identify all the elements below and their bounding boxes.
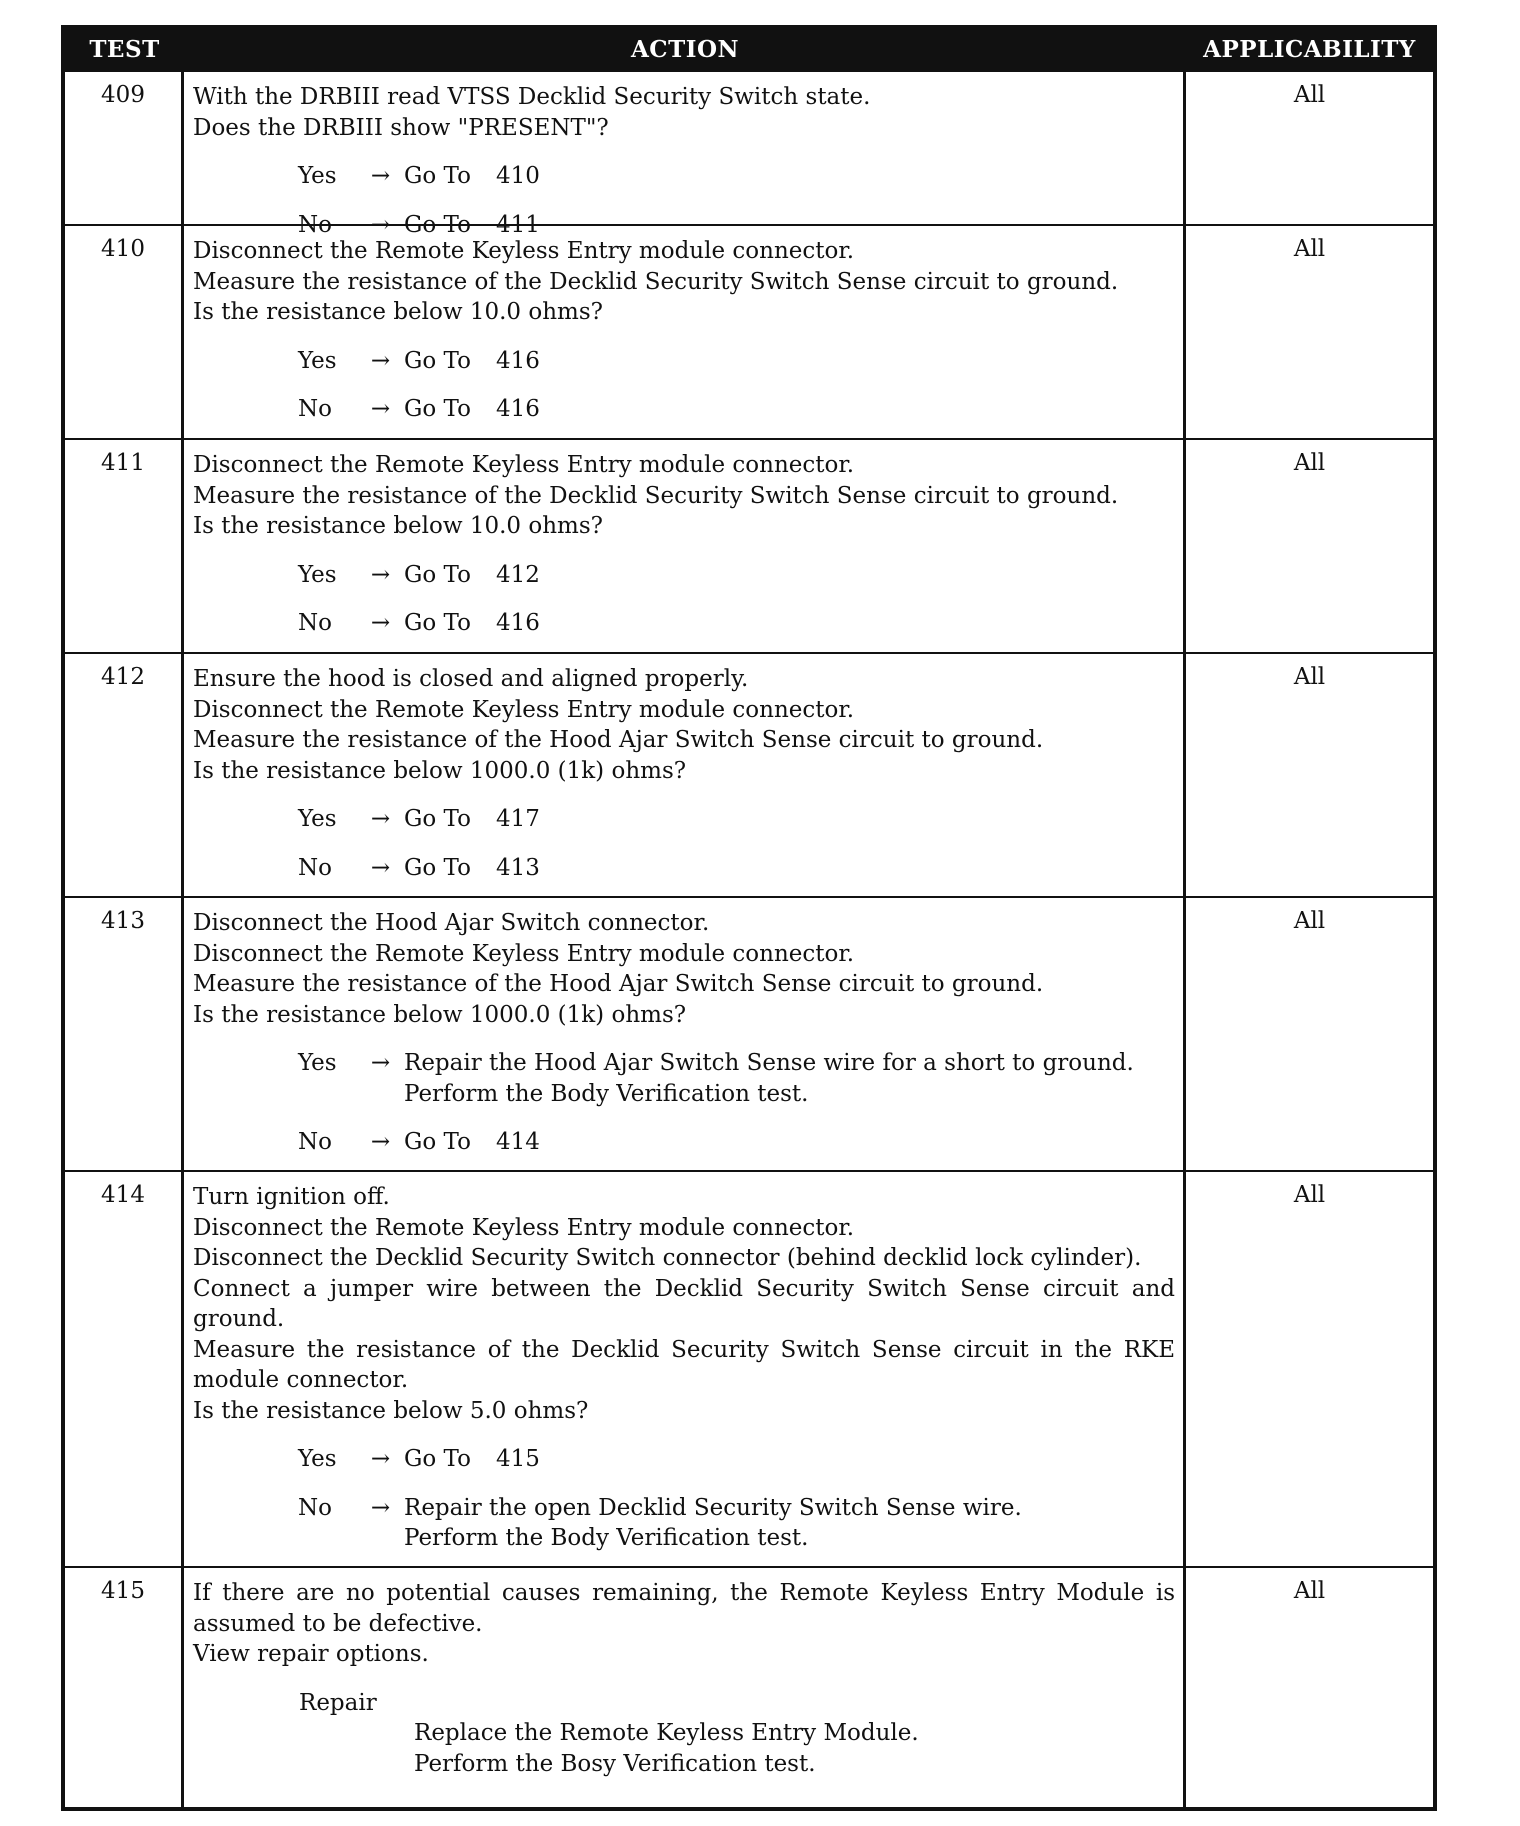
answer-no: No <box>298 396 332 422</box>
result-line: Repair the Hood Ajar Switch Sense wire for a short to ground. <box>404 1050 1134 1076</box>
yes-branch <box>193 161 1175 192</box>
action-cell <box>184 898 1186 1170</box>
goto-label: Go To <box>404 806 471 832</box>
action-line: Is the resistance below 5.0 ohms? <box>193 1397 589 1424</box>
table-header <box>65 29 1433 70</box>
header-applicability: APPLICABILITY <box>1203 36 1416 63</box>
test-number: 415 <box>65 1568 184 1807</box>
yes-branch <box>193 560 1175 591</box>
goto-label: Go To <box>404 561 471 588</box>
arrow-icon: → <box>370 806 391 832</box>
goto-target: 414 <box>496 1129 540 1155</box>
goto-label: Go To <box>404 163 471 189</box>
goto-target: 416 <box>496 610 540 636</box>
action-cell <box>184 226 1186 438</box>
yes-branch <box>193 346 1175 377</box>
test-number: 414 <box>65 1172 184 1566</box>
action-line: Connect a jumper wire between the Decklid Security Switch Sense circuit and <box>193 1275 1175 1302</box>
test-number: 411 <box>65 440 184 652</box>
goto-label: Go To <box>404 1446 471 1472</box>
goto-label: Go To <box>404 854 471 881</box>
action-line: Measure the resistance of the Hood Ajar Switch Sense circuit to ground. <box>193 727 1044 753</box>
action-line: Disconnect the Remote Keyless Entry module connector. <box>193 696 855 723</box>
result-line: Perform the Body Verification test. <box>404 1080 809 1107</box>
goto-label: Go To <box>404 1129 471 1155</box>
goto-target: 416 <box>496 396 540 422</box>
no-branch <box>193 394 1175 425</box>
applicability-value: All <box>1293 1182 1326 1208</box>
answer-no: No <box>298 211 332 238</box>
action-line: Measure the resistance of the Decklid Security Switch Sense circuit in the RKE <box>193 1336 1175 1363</box>
action-line: Is the resistance below 10.0 ohms? <box>193 299 603 325</box>
action-line: Disconnect the Remote Keyless Entry module connector. <box>193 452 855 478</box>
answer-no: No <box>298 1129 332 1155</box>
goto-target: 413 <box>496 854 540 881</box>
answer-yes: Yes <box>298 347 337 374</box>
arrow-icon: → <box>370 211 391 238</box>
goto-label: Go To <box>404 396 471 422</box>
action-line: Is the resistance below 10.0 ohms? <box>193 513 603 539</box>
no-branch <box>193 853 1175 884</box>
applicability-value: All <box>1293 450 1326 476</box>
arrow-icon: → <box>370 1129 391 1155</box>
arrow-icon: → <box>370 1494 391 1521</box>
arrow-icon: → <box>370 163 391 189</box>
action-line: ground. <box>193 1306 285 1332</box>
arrow-icon: → <box>370 1446 391 1472</box>
repair-step: Replace the Remote Keyless Entry Module. <box>414 1720 919 1746</box>
arrow-icon: → <box>370 610 391 636</box>
arrow-icon: → <box>370 561 391 588</box>
goto-target: 416 <box>496 347 540 374</box>
answer-yes: Yes <box>298 1050 337 1076</box>
action-cell <box>184 440 1186 652</box>
goto-target: 412 <box>496 561 540 588</box>
action-line: Disconnect the Remote Keyless Entry module connector. <box>193 238 855 264</box>
action-cell <box>184 72 1186 238</box>
table-row <box>65 1170 1433 1566</box>
action-line: Disconnect the Decklid Security Switch connector (behind decklid lock cylinder). <box>193 1245 1142 1271</box>
table-row <box>65 896 1433 1170</box>
table-row <box>65 224 1433 438</box>
yes-branch <box>193 1444 1175 1475</box>
action-line: Disconnect the Hood Ajar Switch connector. <box>193 910 710 936</box>
table-row <box>65 1566 1433 1807</box>
action-line: Is the resistance below 1000.0 (1k) ohms? <box>193 757 687 784</box>
action-line: assumed to be defective. <box>193 1610 483 1637</box>
action-line: With the DRBIII read VTSS Decklid Security Switch state. <box>193 84 871 110</box>
repair-step: Perform the Bosy Verification test. <box>414 1750 816 1777</box>
action-cell <box>184 1568 1186 1807</box>
action-line: Turn ignition off. <box>193 1184 390 1210</box>
action-line: View repair options. <box>193 1641 429 1667</box>
goto-label: Go To <box>404 610 471 636</box>
applicability-value: All <box>1293 1578 1326 1604</box>
diagnostic-test-table <box>61 25 1437 1811</box>
result-line: Repair the open Decklid Security Switch Sense wire. <box>404 1494 1022 1521</box>
action-line: Measure the resistance of the Hood Ajar Switch Sense circuit to ground. <box>193 971 1044 997</box>
test-number: 412 <box>65 654 184 896</box>
goto-target: 410 <box>496 163 540 189</box>
test-number: 409 <box>65 72 184 224</box>
answer-no: No <box>298 610 332 636</box>
arrow-icon: → <box>370 347 391 374</box>
applicability-value: All <box>1293 664 1326 690</box>
applicability-value: All <box>1293 82 1326 108</box>
action-line: Ensure the hood is closed and aligned properly. <box>193 666 749 692</box>
answer-no: No <box>298 1494 332 1521</box>
action-line: Measure the resistance of the Decklid Security Switch Sense circuit to ground. <box>193 482 1119 509</box>
yes-branch <box>193 1048 1175 1109</box>
table-row <box>65 652 1433 896</box>
goto-target: 411 <box>496 211 540 238</box>
header-test: TEST <box>89 36 160 63</box>
answer-yes: Yes <box>298 163 337 189</box>
action-line: Does the DRBIII show "PRESENT"? <box>193 114 609 141</box>
applicability-value: All <box>1293 236 1326 262</box>
answer-yes: Yes <box>298 561 337 588</box>
goto-label: Go To <box>404 347 471 374</box>
goto-label: Go To <box>404 211 471 238</box>
yes-branch <box>193 804 1175 835</box>
action-cell <box>184 1172 1186 1566</box>
arrow-icon: → <box>370 1050 391 1076</box>
action-cell <box>184 654 1186 896</box>
goto-target: 417 <box>496 806 540 832</box>
action-line: Measure the resistance of the Decklid Security Switch Sense circuit to ground. <box>193 268 1119 295</box>
goto-target: 415 <box>496 1446 540 1472</box>
action-line: If there are no potential causes remaining, the Remote Keyless Entry Module is <box>193 1580 1175 1606</box>
no-branch <box>193 1493 1175 1554</box>
answer-no: No <box>298 854 332 881</box>
arrow-icon: → <box>370 854 391 881</box>
header-action: ACTION <box>630 36 740 63</box>
arrow-icon: → <box>370 396 391 422</box>
table-row <box>65 438 1433 652</box>
answer-yes: Yes <box>298 1446 337 1472</box>
test-number: 413 <box>65 898 184 1170</box>
result-line: Perform the Body Verification test. <box>404 1525 809 1551</box>
repair-label: Repair <box>299 1689 377 1716</box>
test-number: 410 <box>65 226 184 438</box>
no-branch <box>193 1127 1175 1158</box>
action-line: Is the resistance below 1000.0 (1k) ohms? <box>193 1001 687 1028</box>
action-line: Disconnect the Remote Keyless Entry module connector. <box>193 940 855 967</box>
action-line: module connector. <box>193 1367 409 1393</box>
table-row <box>65 70 1433 238</box>
no-branch <box>193 608 1175 639</box>
action-line: Disconnect the Remote Keyless Entry module connector. <box>193 1214 855 1241</box>
applicability-value: All <box>1293 908 1326 934</box>
answer-yes: Yes <box>298 806 337 832</box>
